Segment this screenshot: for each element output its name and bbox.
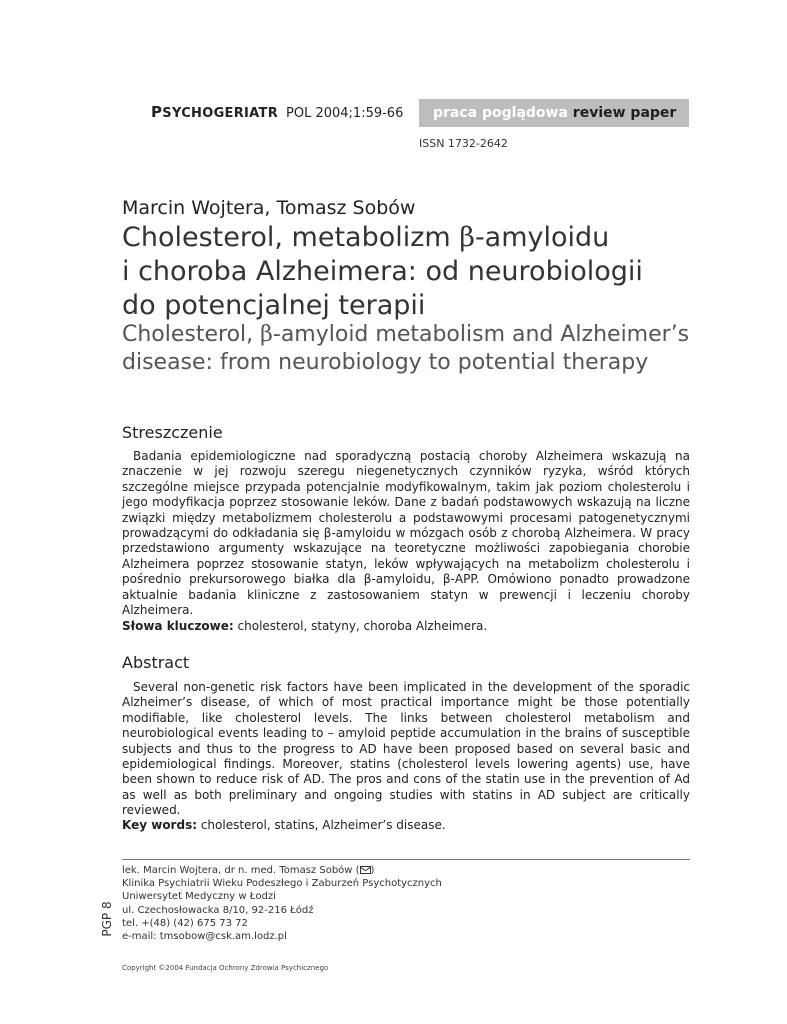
authors: Marcin Wojtera, Tomasz Sobów (122, 197, 416, 219)
address-line-street: ul. Czechosłowacka 8/10, 92-216 Łódź (122, 904, 314, 916)
title-polish-line-1 (122, 221, 722, 255)
journal-reference: POL 2004;1:59-66 (286, 106, 404, 121)
address-authors-close: ) (370, 865, 375, 876)
beta-symbol: β (459, 222, 475, 253)
title-english (122, 321, 722, 377)
page-marker (88, 900, 126, 938)
address-line-clinic: Klinika Psychiatrii Wieku Podeszłego i Zaburzeń Psychotycznych (122, 878, 442, 890)
article-type-badge (419, 99, 689, 127)
page-marker-text: PGP 8 (100, 901, 114, 937)
address-line-university: Uniwersytet Medyczny w Łodzi (122, 891, 276, 903)
correspondence-address (122, 864, 442, 943)
title-polish-line-2: i choroba Alzheimera: od neurobiologii (122, 256, 643, 287)
address-authors-text: lek. Marcin Wojtera, dr n. med. Tomasz Sobów ( (122, 865, 360, 876)
journal-name-rest: SYCHOGERIATR (162, 106, 279, 121)
beta-symbol: β (260, 322, 273, 347)
keywords-polish-values: cholesterol, statyny, choroba Alzheimera. (233, 619, 488, 633)
copyright-notice: Copyright ©2004 Fundacja Ochrony Zdrowia Psychicznego (122, 964, 329, 972)
title-english-line-2: disease: from neurobiology to potential therapy (122, 350, 649, 375)
journal-name-initial: P (151, 103, 163, 121)
keywords-polish-label: Słowa kluczowe: (122, 619, 234, 633)
title-polish-line-3: do potencjalnej terapii (122, 290, 426, 321)
abstract-heading: Abstract (122, 653, 190, 672)
address-line-phone: tel. +(48) (42) 675 73 72 (122, 917, 248, 929)
journal-name (151, 103, 279, 121)
article-type-pl: praca poglądowa (433, 105, 568, 121)
issn: ISSN 1732-2642 (419, 137, 508, 150)
title-polish-line-1-b: -amyloidu (474, 222, 610, 253)
keywords-english-label: Key words: (122, 818, 198, 832)
keywords-polish (122, 619, 487, 633)
title-english-line-1 (122, 321, 722, 349)
streszczenie-heading: Streszczenie (122, 423, 223, 442)
keywords-english-values: cholesterol, statins, Alzheimer’s disease. (197, 818, 446, 832)
keywords-english (122, 818, 446, 832)
address-line-authors (122, 864, 442, 877)
article-type-en: review paper (572, 105, 677, 121)
title-polish (122, 221, 722, 323)
footer-divider (122, 859, 690, 860)
streszczenie-text: Badania epidemiologiczne nad sporadyczną postacią choroby Alzheimera wskazują na znaczenie w jej rozwoju szeregu niegenetycznych czynników ryzyka, wśród których szczególne miejsce przypada potencjalnie modyfikowalnym, takim jak poziom cholesterolu i jego modyfikacja poprzez stosowanie leków. Dane z badań podstawowych wskazują na liczne związki między metabolizmem cholesterolu a podstawowymi procesami patogenetycznymi prowadzącymi do odkładania się β-amyloidu w mózgach osób z chorobą Alzheimera. W pracy przedstawiono argumenty wskazujące na teoretyczne możliwości zapobiegania chorobie Alzheimera poprzez stosowanie statyn, leków wpływających na metabolizm cholesterolu i pośrednio prekursorowego białka dla β-amyloidu, β-APP. Omówiono ponadto prowadzone aktualnie badania kliniczne z zastosowaniem statyn w prewencji i leczeniu choroby Alzheimera. (122, 449, 690, 618)
title-english-line-1-b: -amyloid metabolism and Alzheimer’s (272, 322, 690, 347)
journal-citation (151, 103, 403, 121)
envelope-icon (360, 866, 371, 874)
title-polish-line-1-a: Cholesterol, metabolizm (122, 222, 460, 253)
abstract-text: Several non-genetic risk factors have been implicated in the development of the sporadic Alzheimer’s disease, of which of most practical importance might be those potentially modifiable, like cholesterol levels. The links between cholesterol metabolism and neurobiological events leading to – amyloid peptide accumulation in the brains of susceptible subjects and thus to the progress to AD have been proposed based on several basic and epidemiological findings. Moreover, statins (cholesterol levels lowering agents) use, have been shown to reduce risk of AD. The pros and cons of the statin use in the prevention of Ad as well as both preliminary and ongoing studies with statins in AD subject are critically reviewed. (122, 680, 690, 818)
address-line-email[interactable]: e-mail: tmsobow@csk.am.lodz.pl (122, 931, 287, 943)
title-english-line-1-a: Cholesterol, (122, 322, 261, 347)
